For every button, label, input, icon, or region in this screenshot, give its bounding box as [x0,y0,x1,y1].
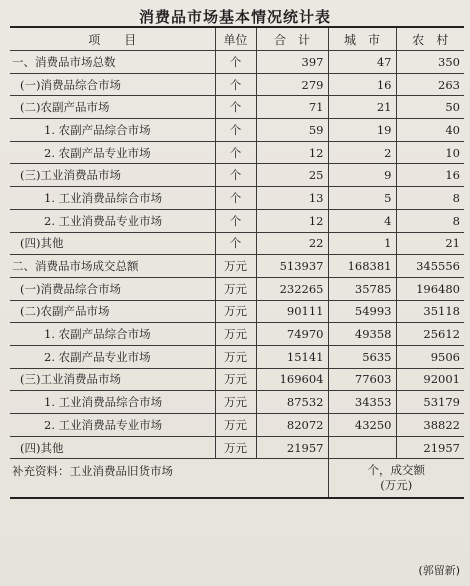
table-row [10,368,464,391]
row-rural: 16 [396,164,464,187]
row-city: 9 [328,164,396,187]
row-city: 77603 [328,368,396,391]
table-row [10,300,464,323]
row-city: 21 [328,96,396,119]
row-city: 16 [328,73,396,96]
header-unit: 单位 [215,27,256,51]
header-rural: 农 村 [396,27,464,51]
row-unit: 万元 [215,436,256,459]
row-name: (三)工业消费品市场 [10,164,215,187]
row-city: 19 [328,119,396,142]
row-rural: 196480 [396,277,464,300]
row-city [328,436,396,459]
row-name: (四)其他 [10,232,215,255]
row-rural: 53179 [396,391,464,414]
row-city: 54993 [328,300,396,323]
row-name: (二)农副产品市场 [10,96,215,119]
row-rural: 92001 [396,368,464,391]
row-name: 1. 农副产品综合市场 [10,119,215,142]
row-total: 25 [256,164,328,187]
row-city: 47 [328,51,396,74]
table-row [10,391,464,414]
row-unit: 个 [215,164,256,187]
row-rural: 8 [396,187,464,210]
row-rural: 40 [396,119,464,142]
row-rural: 50 [396,96,464,119]
row-total: 513937 [256,255,328,278]
row-rural: 345556 [396,255,464,278]
row-rural: 38822 [396,414,464,437]
row-rural: 21 [396,232,464,255]
row-unit: 个 [215,232,256,255]
row-rural: 8 [396,209,464,232]
table-title: 消费品市场基本情况统计表 [138,8,331,26]
row-unit: 万元 [215,414,256,437]
header-city: 城 市 [328,27,396,51]
row-unit: 个 [215,73,256,96]
row-name: (一)消费品综合市场 [10,277,215,300]
table-row [10,255,464,278]
row-unit: 万元 [215,368,256,391]
row-total: 397 [256,51,328,74]
row-unit: 个 [215,187,256,210]
row-name: (四)其他 [10,436,215,459]
row-city: 1 [328,232,396,255]
row-rural: 350 [396,51,464,74]
row-rural: 21957 [396,436,464,459]
row-rural: 35118 [396,300,464,323]
table-row [10,73,464,96]
row-city: 4 [328,209,396,232]
row-total: 82072 [256,414,328,437]
header-total: 合 计 [256,27,328,51]
table-row [10,323,464,346]
row-total: 90111 [256,300,328,323]
row-total: 279 [256,73,328,96]
row-rural: 25612 [396,323,464,346]
row-name: 1. 工业消费品综合市场 [10,391,215,414]
row-total: 232265 [256,277,328,300]
row-rural: 263 [396,73,464,96]
row-name: 2. 农副产品专业市场 [10,141,215,164]
row-total: 12 [256,209,328,232]
table-row [10,414,464,437]
row-city: 2 [328,141,396,164]
row-name: (三)工业消费品市场 [10,368,215,391]
row-unit: 万元 [215,255,256,278]
row-total: 71 [256,96,328,119]
table-header-row [10,27,464,51]
row-city: 34353 [328,391,396,414]
table-row [10,436,464,459]
row-unit: 万元 [215,277,256,300]
supplement-unit [328,459,464,499]
row-city: 5635 [328,345,396,368]
row-name: (二)农副产品市场 [10,300,215,323]
row-unit: 个 [215,51,256,74]
row-unit: 个 [215,209,256,232]
row-unit: 个 [215,96,256,119]
row-unit: 万元 [215,345,256,368]
row-city: 5 [328,187,396,210]
row-total: 74970 [256,323,328,346]
row-total: 13 [256,187,328,210]
row-name: 1. 工业消费品综合市场 [10,187,215,210]
table-row [10,164,464,187]
row-unit: 万元 [215,323,256,346]
table-row [10,277,464,300]
table-row [10,232,464,255]
table-row [10,187,464,210]
row-name: 2. 农副产品专业市场 [10,345,215,368]
table-row [10,141,464,164]
row-unit: 个 [215,119,256,142]
row-city: 168381 [328,255,396,278]
row-total: 21957 [256,436,328,459]
supplement-unit-line1: 个，成交额 [367,463,425,478]
row-total: 22 [256,232,328,255]
row-rural: 9506 [396,345,464,368]
table-row [10,209,464,232]
supplement-unit-line2: (万元) [380,478,413,493]
row-name: 1. 农副产品综合市场 [10,323,215,346]
row-unit: 个 [215,141,256,164]
row-name: 一、消费品市场总数 [10,51,215,74]
author-credit: (郭留新) [418,564,460,577]
row-total: 59 [256,119,328,142]
row-total: 169604 [256,368,328,391]
row-name: (一)消费品综合市场 [10,73,215,96]
row-name: 2. 工业消费品专业市场 [10,209,215,232]
supplement-label: 补充资料：工业消费品旧货市场 [10,459,328,499]
table-row [10,119,464,142]
row-total: 15141 [256,345,328,368]
row-city: 49358 [328,323,396,346]
row-unit: 万元 [215,300,256,323]
row-city: 43250 [328,414,396,437]
table-row [10,96,464,119]
row-rural: 10 [396,141,464,164]
row-unit: 万元 [215,391,256,414]
row-total: 87532 [256,391,328,414]
table-row [10,51,464,74]
row-name: 2. 工业消费品专业市场 [10,414,215,437]
header-item: 项 目 [10,27,215,51]
table-row [10,345,464,368]
supplement-row [10,459,464,499]
row-total: 12 [256,141,328,164]
row-name: 二、消费品市场成交总额 [10,255,215,278]
statistics-table [10,26,464,499]
row-city: 35785 [328,277,396,300]
